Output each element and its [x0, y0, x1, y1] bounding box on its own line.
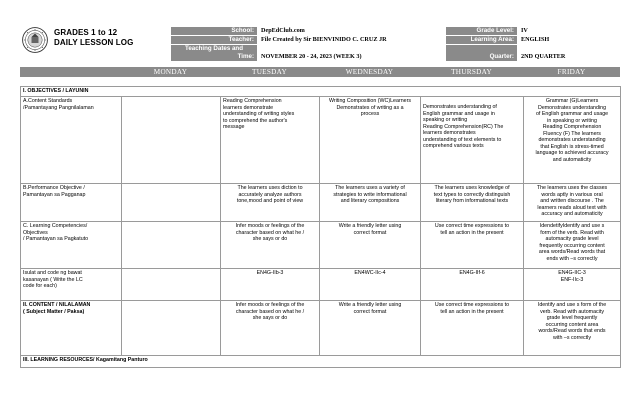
quarter-value: 2ND QUARTER — [518, 53, 620, 61]
table-cell — [320, 269, 421, 301]
table-cell — [421, 97, 524, 184]
day-monday: MONDAY — [153, 68, 188, 76]
table-cell — [221, 222, 320, 269]
table-cell — [524, 97, 621, 184]
title-line-1: GRADES 1 to 12 — [54, 28, 118, 37]
cell-text: Grammar (G)Learners Demonstrates understanding of English grammar and usage in speaking or writing Reading Comprehension Fluency (F) The learners demonstrates understanding that English is stress-timed language to achieved accuracy and automaticity — [535, 98, 609, 163]
row-label — [21, 97, 122, 184]
dates-label-line-1: Teaching Dates and — [185, 45, 243, 52]
day-header-bar — [20, 67, 620, 77]
table-row — [21, 222, 621, 269]
table-row — [21, 301, 621, 356]
table-row — [21, 97, 621, 184]
row-label-text: Isulat and code ng bawat kasanayan ( Write the LC code for each) — [23, 270, 83, 289]
table-cell — [421, 184, 524, 222]
table-cell — [122, 97, 221, 184]
table-cell — [320, 184, 421, 222]
dates-label-line-2: Time: — [237, 53, 254, 60]
table-cell — [421, 222, 524, 269]
table-cell — [320, 97, 421, 184]
table-cell — [122, 269, 221, 301]
cell-text: Writing Composition (WC)Learners Demonstrates of writing as a process — [328, 98, 412, 117]
grade-label: Grade Level: — [446, 27, 517, 35]
cell-text: EN4G-IIf-6 — [459, 270, 485, 276]
quarter-label: Quarter: — [446, 45, 517, 61]
cell-text: EN4G-IIC-3 ENF-IIc-3 — [558, 270, 586, 283]
cell-text: The learners uses diction to accurately analyze authors tone,mood and point of view — [236, 185, 304, 204]
form-title — [54, 28, 133, 48]
row-label — [21, 222, 122, 269]
area-value: ENGLISH — [518, 36, 620, 44]
cell-text: Reading Comprehension learners demonstrate understanding of writing styles to comprehend the author's message — [223, 98, 295, 130]
row-label — [21, 301, 122, 356]
cell-text: The learners uses the classes words aptly in various oral and written discourse . The learners reads aloud text with accuracy and automaticity — [536, 185, 608, 217]
row-label-text: B.Performance Objective / Pamantayan sa Pagganap — [23, 185, 86, 198]
row-label — [21, 269, 122, 301]
table-cell — [221, 184, 320, 222]
cell-text: The learners uses knowledge of text types to correctly distinguish literary from informational texts — [433, 185, 511, 204]
cell-text: Infer moods or feelings of the character based on what he / she says or do — [235, 223, 305, 242]
cell-text: EN4WC-IIc-4 — [354, 270, 386, 276]
table-cell — [122, 301, 221, 356]
objectives-heading: I. OBJECTIVES / LAYUNIN — [21, 87, 621, 97]
resources-section-row — [21, 356, 621, 368]
table-cell — [524, 222, 621, 269]
area-label: Learning Area: — [446, 36, 517, 44]
cell-text: EN4G-IIb-3 — [256, 270, 284, 276]
resources-heading: III. LEARNING RESOURCES/ Kagamitang Panturo — [21, 356, 621, 368]
cell-text: IdendetifyIdentify and use s form of the verb. Read with automacity grade level frequently occurring content area words/Read words that ends with –s correctly — [538, 223, 606, 262]
dates-label — [171, 45, 257, 61]
day-wednesday: WEDNESDAY — [345, 68, 394, 76]
day-thursday: THURSDAY — [451, 68, 492, 76]
row-label — [21, 184, 122, 222]
row-label-text: A.Content Standards /Pamantayang Pangnilalaman — [23, 98, 94, 111]
cell-text: Identify and use s form of the verb. Read with automacity grade level frequently occurring content area words/Read words that ends with –s correctly — [537, 302, 607, 341]
cell-text: Infer moods or feelings of the character based on what he / she says or do — [235, 302, 305, 321]
table-row — [21, 184, 621, 222]
cell-text: Use correct time expressions to tell an action in the present — [434, 302, 510, 315]
day-friday: FRIDAY — [557, 68, 586, 76]
objectives-section-row — [21, 87, 621, 97]
deped-seal-icon — [22, 27, 48, 53]
cell-text: The learners uses a variety of strategies to write informational and literary compositions — [333, 185, 407, 204]
table-cell — [320, 301, 421, 356]
cell-text: Write a friendly letter using correct format — [338, 223, 402, 236]
cell-text: Use correct time expressions to tell an action in the present — [434, 223, 510, 236]
grade-value: IV — [518, 27, 620, 35]
row-label-text: C. Learning Competencies/ Objectives / Pamantayan sa Pagkatuto — [23, 223, 89, 242]
table-cell — [221, 97, 320, 184]
table-cell — [524, 184, 621, 222]
teacher-value: File Created by Sir BIENVINIDO C. CRUZ JR — [258, 36, 445, 44]
teacher-label: Teacher: — [171, 36, 257, 44]
lesson-log-table — [20, 86, 621, 368]
cell-text: Write a friendly letter using correct format — [338, 302, 402, 315]
table-cell — [122, 222, 221, 269]
school-label: School: — [171, 27, 257, 35]
table-cell — [221, 269, 320, 301]
table-cell — [421, 269, 524, 301]
table-cell — [524, 301, 621, 356]
cell-text: Demonstrates understanding of English grammar and usage in speaking or writing Reading Comprehension(RC) The learners demonstrates understanding of text elements to comprehend various texts — [423, 104, 504, 149]
table-cell — [122, 184, 221, 222]
table-cell — [221, 301, 320, 356]
table-cell — [524, 269, 621, 301]
table-row — [21, 269, 621, 301]
table-cell — [320, 222, 421, 269]
table-cell — [421, 301, 524, 356]
school-value: DepEdClub.com — [258, 27, 445, 35]
dates-value: NOVEMBER 20 - 24, 2023 (WEEK 3) — [258, 53, 445, 61]
row-label-text: II. CONTENT / NILALAMAN ( Subject Matter / Paksa) — [23, 302, 91, 315]
day-tuesday: TUESDAY — [252, 68, 287, 76]
title-line-2: DAILY LESSON LOG — [54, 38, 134, 47]
